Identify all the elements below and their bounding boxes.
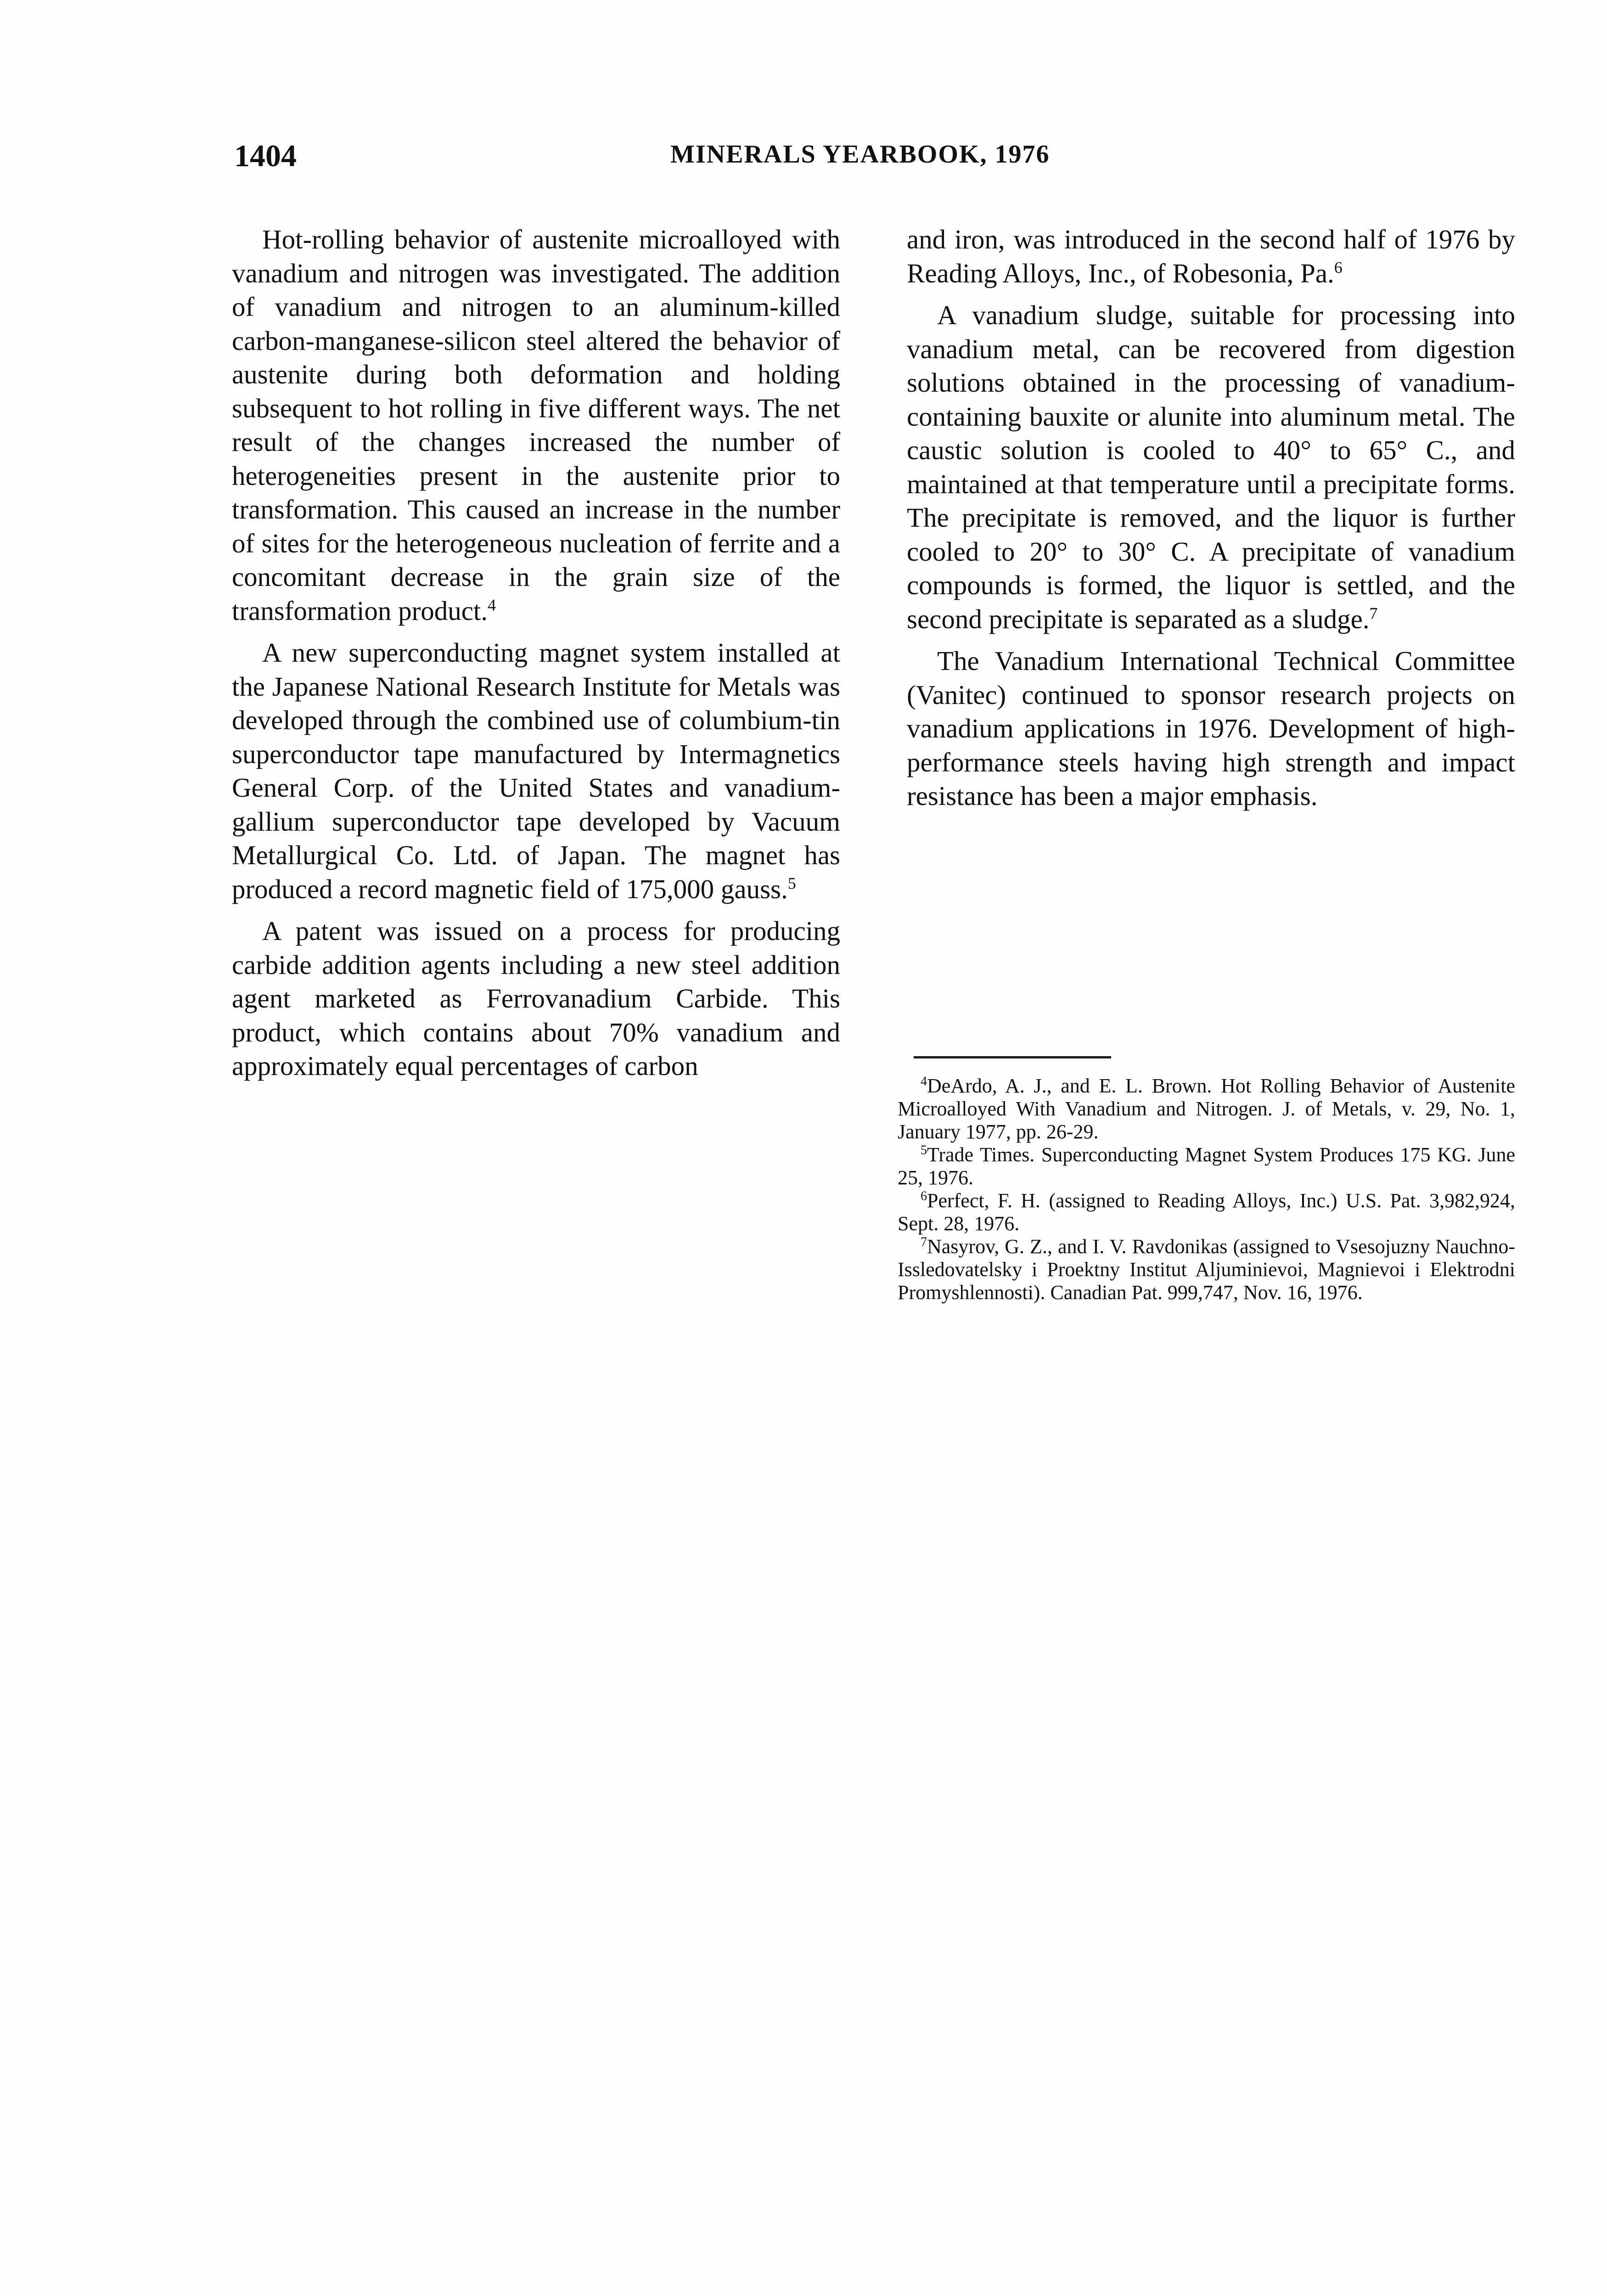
- footnote-divider: [914, 1056, 1111, 1058]
- footnote-number: 4: [921, 1074, 927, 1089]
- footnote-text: Nasyrov, G. Z., and I. V. Ravdonikas (assigned to Vsesojuzny Nauchno-Issledovatelsky i Proektny Institut Aljuminievoi, Magnievoi i Elektrodni Promyshlennosti). Canadian Pat. 999,747, Nov. 16, 1976.: [898, 1235, 1515, 1304]
- paragraph-text: and iron, was introduced in the second half of 1976 by Reading Alloys, Inc., of Robesonia, Pa.: [907, 224, 1515, 288]
- paragraph-ferrovanadium-continued: [907, 223, 1515, 290]
- footnote-reference: 5: [787, 873, 796, 892]
- running-head: MINERALS YEARBOOK, 1976: [670, 140, 1050, 169]
- footnote-reference: 7: [1369, 603, 1378, 622]
- paragraph-hot-rolling: [232, 223, 840, 628]
- paragraph-text: A vanadium sludge, suitable for processing into vanadium metal, can be recovered from digestion solutions obtained in the processing of vanadium-containing bauxite or alunite into aluminum metal. The caustic solution is cooled to 40° to 65° C., and maintained at that temperature until a precipitate forms. The precipitate is removed, and the liquor is further cooled to 20° to 30° C. A precipitate of vanadium compounds is formed, the liquor is settled, and the second precipitate is separated as a sludge.: [907, 300, 1515, 634]
- footnote-number: 6: [921, 1189, 927, 1204]
- paragraph-text: Hot-rolling behavior of austenite microalloyed with vanadium and nitrogen was investigated. The addition of vanadium and nitrogen to an aluminum-killed carbon-manganese-silicon steel altered the behavior of austenite during both deformation and holding subsequent to hot rolling in five different ways. The net result of the changes increased the number of heterogeneities present in the austenite prior to transformation. This caused an increase in the number of sites for the heterogeneous nucleation of ferrite and a concomitant decrease in the grain size of the transformation product.: [232, 224, 840, 626]
- page-number: 1404: [234, 138, 297, 173]
- footnote-reference: 4: [488, 595, 496, 614]
- footnote-4: [898, 1075, 1515, 1143]
- footnotes: [898, 1075, 1515, 1304]
- right-column: [907, 223, 1515, 813]
- footnote-text: DeArdo, A. J., and E. L. Brown. Hot Rolling Behavior of Austenite Microalloyed With Vanadium and Nitrogen. J. of Metals, v. 29, No. 1, January 1977, pp. 26-29.: [898, 1075, 1515, 1143]
- paragraph-text: A new superconducting magnet system installed at the Japanese National Research Institute for Metals was developed through the combined use of columbium-tin superconductor tape manufactured by Intermagnetics General Corp. of the United States and vanadium-gallium superconductor tape developed by Vacuum Metallurgical Co. Ltd. of Japan. The magnet has produced a record magnetic field of 175,000 gauss.: [232, 637, 840, 904]
- paragraph-text: A patent was issued on a process for producing carbide addition agents including a new steel addition agent marketed as Ferrovanadium Carbide. This product, which contains about 70% vanadium and approximately equal percentages of carbon: [232, 916, 840, 1081]
- footnote-number: 7: [921, 1235, 927, 1249]
- left-column: [232, 223, 840, 1083]
- footnote-number: 5: [921, 1143, 927, 1158]
- footnote-text: Trade Times. Superconducting Magnet System Produces 175 KG. June 25, 1976.: [898, 1143, 1515, 1189]
- footnote-text: Perfect, F. H. (assigned to Reading Alloys, Inc.) U.S. Pat. 3,982,924, Sept. 28, 1976.: [898, 1189, 1515, 1235]
- paragraph-vanitec: [907, 644, 1515, 813]
- paragraph-text: The Vanadium International Technical Committee (Vanitec) continued to sponsor research projects on vanadium applications in 1976. Development of high-performance steels having high strength and impact resistance has been a major emphasis.: [907, 646, 1515, 811]
- paragraph-superconducting-magnet: [232, 636, 840, 906]
- footnote-6: [898, 1189, 1515, 1235]
- footnote-reference: 6: [1334, 258, 1343, 276]
- paragraph-carbide-patent: [232, 914, 840, 1083]
- footnote-7: [898, 1235, 1515, 1304]
- footnote-5: [898, 1143, 1515, 1189]
- page-header: [234, 138, 1116, 179]
- paragraph-vanadium-sludge: [907, 298, 1515, 636]
